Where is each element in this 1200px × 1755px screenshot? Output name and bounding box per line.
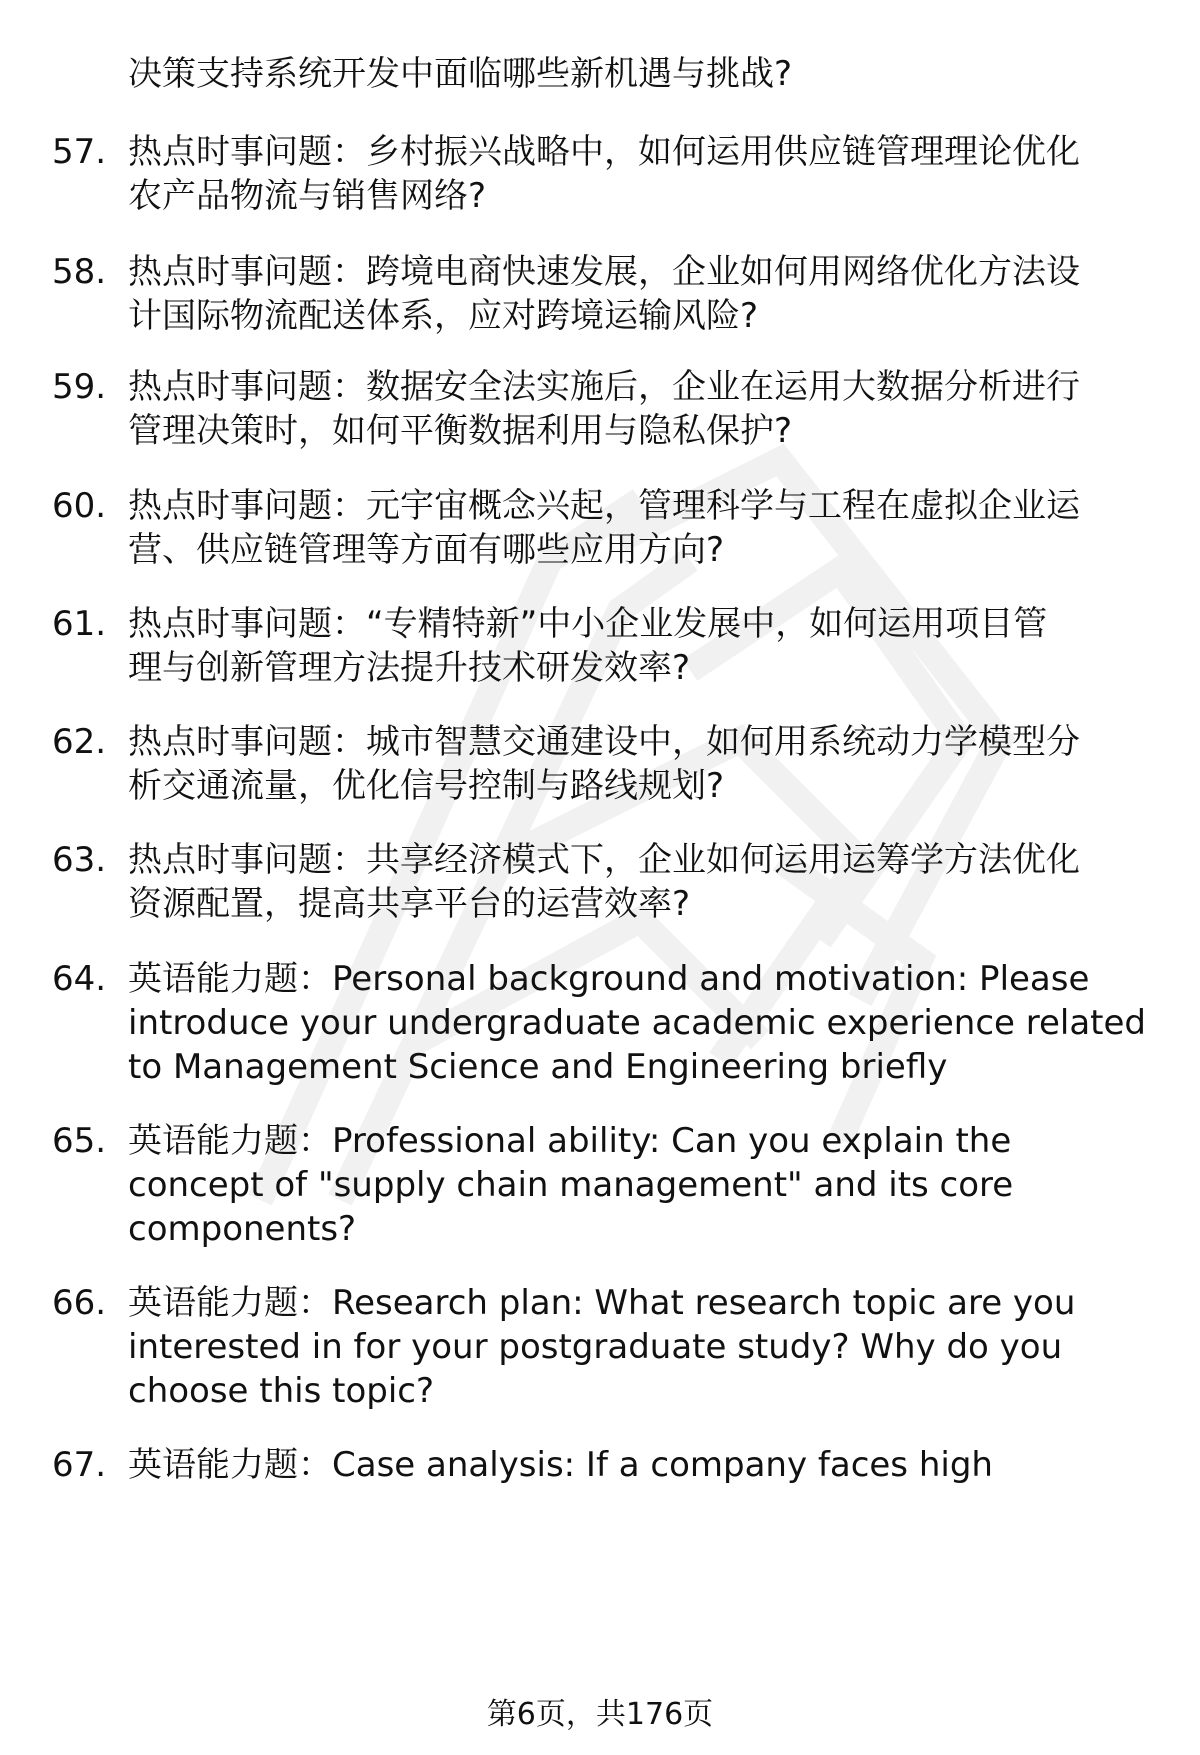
question-number: 62. [52,722,107,762]
question-number: 66. [52,1283,107,1323]
question-text-line: 营、供应链管理等方面有哪些应用方向? [128,530,725,570]
question-number: 64. [52,959,107,999]
question-text-line: 英语能力题：Personal background and motivation: Please [128,959,1090,999]
question-text-line: 英语能力题：Professional ability: Can you explain the [128,1121,1012,1161]
question-text-line: 热点时事问题：“专精特新”中小企业发展中，如何运用项目管 [128,604,1048,644]
question-number: 58. [52,252,107,292]
question-text-line: 热点时事问题：数据安全法实施后，企业在运用大数据分析进行 [128,367,1080,407]
question-text-line: 农产品物流与销售网络? [128,176,487,216]
question-text-line: choose this topic? [128,1371,435,1411]
question-text-line: interested in for your postgraduate study? Why do you [128,1327,1063,1367]
question-text-line: concept of "supply chain management" and its core [128,1165,1014,1205]
question-text-line: introduce your undergraduate academic experience related [128,1003,1147,1043]
question-text-line: components? [128,1209,357,1249]
question-number: 60. [52,486,107,526]
question-text-line: 热点时事问题：乡村振兴战略中，如何运用供应链管理理论优化 [128,132,1080,172]
question-text-line: 热点时事问题：跨境电商快速发展，企业如何用网络优化方法设 [128,252,1080,292]
question-number: 65. [52,1121,107,1161]
question-number: 59. [52,367,107,407]
question-number: 67. [52,1445,107,1485]
question-text-line: 热点时事问题：城市智慧交通建设中，如何用系统动力学模型分 [128,722,1080,762]
question-text-line: to Management Science and Engineering briefly [128,1047,948,1087]
question-text-line: 热点时事问题：元宇宙概念兴起，管理科学与工程在虚拟企业运 [128,486,1080,526]
question-text-line: 英语能力题：Research plan: What research topic are you [128,1283,1076,1323]
question-text-line: 热点时事问题：共享经济模式下，企业如何运用运筹学方法优化 [128,840,1080,880]
question-text-line: 析交通流量，优化信号控制与路线规划? [128,766,725,806]
question-text-line: 理与创新管理方法提升技术研发效率? [128,648,691,688]
question-number: 57. [52,132,107,172]
question-56-continuation: 决策支持系统开发中面临哪些新机遇与挑战? [128,54,793,94]
question-text-line: 计国际物流配送体系，应对跨境运输风险? [128,296,759,336]
page-number-footer: 第6页，共176页 [486,1697,714,1732]
question-text-line: 资源配置，提高共享平台的运营效率? [128,884,691,924]
question-number: 61. [52,604,107,644]
question-text-line: 管理决策时，如何平衡数据利用与隐私保护? [128,411,793,451]
question-text-line: 英语能力题：Case analysis: If a company faces high [128,1445,993,1485]
question-number: 63. [52,840,107,880]
